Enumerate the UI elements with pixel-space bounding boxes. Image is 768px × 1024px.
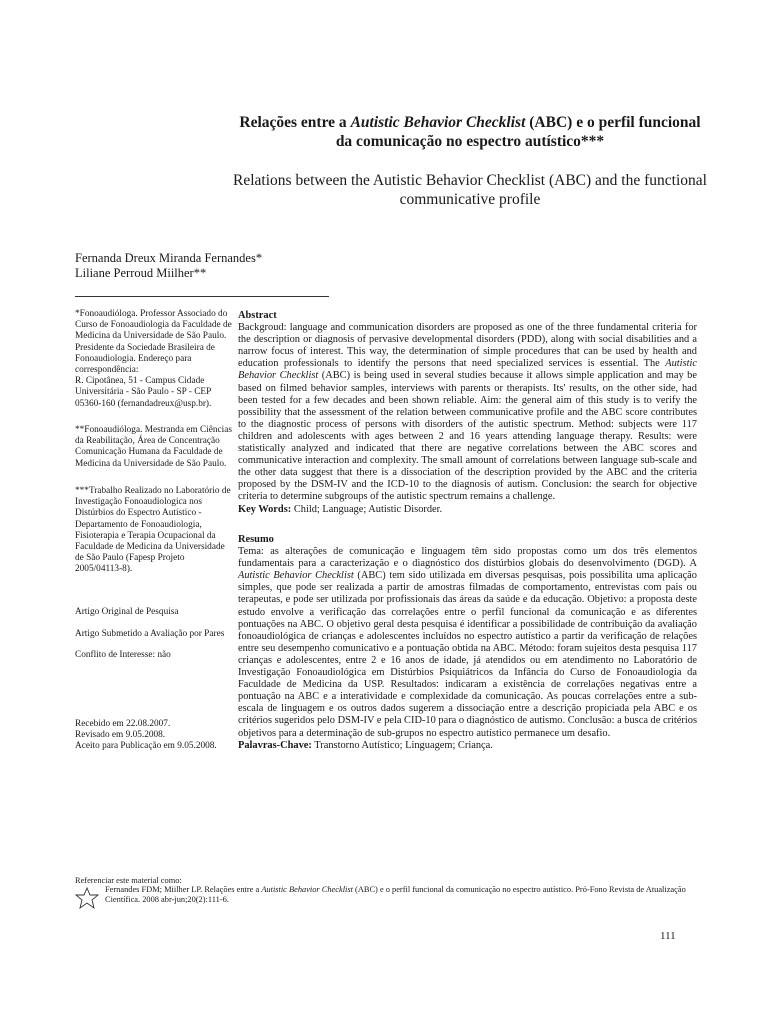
author-2: Liliane Perroud Miilher**: [75, 266, 207, 280]
resumo-keywords: Palavras-Chave: Transtorno Autístico; Linguagem; Criança.: [238, 739, 493, 751]
reference-label: Referenciar este material como:: [75, 876, 182, 885]
reference-text: Fernandes FDM; Miilher LP. Relações entre a Autistic Behavior Checklist (ABC) e o perfil funcional da comunicação no espectro autístico. Pró-Fono Revista de Atualização Científica. 2008 abr-jun;20(2):111-6.: [105, 885, 686, 905]
affiliation-second: **Fonoaudióloga. Mestranda em Ciências da Reabilitação, Área de Concentração Comunicação Humana da Faculdade de Medicina da Universidade de São Paulo.: [75, 425, 232, 469]
authors: [75, 251, 262, 281]
resumo-heading: Resumo: [238, 534, 274, 545]
title-english: Relations between the Autistic Behavior Checklist (ABC) and the functional communicative profile: [233, 172, 707, 208]
resumo-text: Tema: as alterações de comunicação e linguagem têm sido propostas como um dos três elementos fundamentais para a caracterização e o diagnóstico dos distúrbios globais do desenvolvimento (DGD). A Autistic Behavior Checklist (ABC) tem sido utilizada em diversas pesquisas, pois possibilita uma aplicação simples, que pode ser realizada a partir de amostras filmadas de comportamento, entrevistas com pais ou terapeutas, e pode ser utilizada por profissionais das áreas da saúde e da educação. Objetivo: a proposta deste estudo envolve a verificação das correlações entre o perfil funcional da comunicação e as diferentes pontuações na ABC. O objetivo geral desta pesquisa é identificar a possibilidade de contribuição da avaliação fonoaudiológica de crianças e adolescentes incluídos no espectro autístico a partir da verificação de relações entre seu desempenho comunicativo e a pontuação obtida na ABC. Método: foram sujeitos desta pesquisa 117 crianças e adolescentes, entre 2 e 16 anos de idade, já atendidos ou em atendimento no Laboratório de Investigação Fonoaudiológica em Distúrbios Psiquiátricos da Infância do Curso de Fonoaudiologia da Faculdade de Medicina da USP. Resultados: indicaram a existência de correlações negativas entre a pontuação na ABC e a interatividade e complexidade da comunicação. As poucas correlações entre a sub-escala de linguagem e os outros dados sugerem a dissociação entre a descrição propiciada pela ABC e os critérios sugeridos pelo DSM-IV e pela CID-10 para o diagnóstico de autismo. Conclusão: a busca de critérios objetivos para a determinação de sub-grupos no espectro autístico permanece um desafio.: [238, 546, 697, 739]
divider: [75, 296, 329, 297]
revised-date: Revisado em 9.05.2008.: [75, 730, 166, 741]
affiliation-third: ***Trabalho Realizado no Laboratório de Investigação Fonoaudiologica nos Distúrbios do Espectro Autístico - Departamento de Fonoaudiologia, Fisioterapia e Terapia Ocupacional da Faculdade de Medicina da Universidade de São Paulo (Fapesp Projeto 2005/04113-8).: [75, 486, 231, 575]
abstract-heading: Abstract: [238, 310, 277, 321]
dates: [75, 719, 245, 753]
received-date: Recebido em 22.08.2007.: [75, 719, 171, 729]
article-type: Artigo Original de Pesquisa: [75, 607, 179, 617]
abstract-text: Backgroud: language and communication disorders are proposed as one of the three fundamental criteria for the description or diagnosis of pervasive developmental disorders (PDD), along with social disabilities and a narrow focus of interest. This way, the determination of simple procedures that can be used by health and education professionals to identify the persons that need specialized services is essential. The Autistic Behavior Checklist (ABC) is being used in several studies because it allows simple application and may be based on filmed behavior samples, interviews with parents or therapists. Its' results, on the other side, had been tested for a few decades and been shown reliable. Aim: the general aim of this study is to verify the possibility that the assessment of the relation between communicative profile and the ABC score contributes to the diagnostic process of persons with disorders of the autistic spectrum. Method: subjects were 117 children and adolescents with ages between 2 and 16 years attending language therapy. Results: were statistically analyzed and indicated that there are negative correlations between the ABC scores and communicative interaction and complexity. The small amount of correlations between language sub-scale and the other data suggest that there is a dissociation of the description provided by the ABC and the criteria proposed by the DSM-IV and the ICD-10 to the diagnosis of autism. Conclusion: the search for objective criteria to determine subgroups of the autistic spectrum remains a challenge.: [238, 322, 697, 503]
resumo-section: [238, 534, 697, 752]
affiliation-first: *Fonoaudióloga. Professor Associado do Curso de Fonoaudiologia da Faculdade de Medicina da Universidade de São Paulo. Presidente da Sociedade Brasileira de Fonoaudiologia. Endereço para correspondência: R. Cipotânea, 51 - Campus Cidade Universitária - São Paulo - SP - CEP 05360-160 (fernandadreux@usp.br).: [75, 309, 232, 409]
abstract-section: [238, 310, 697, 516]
page-number: 111: [660, 930, 676, 942]
star-icon: [74, 887, 100, 909]
author-1: Fernanda Dreux Miranda Fernandes*: [75, 251, 263, 265]
abstract-keywords: Key Words: Child; Language; Autistic Disorder.: [238, 503, 443, 515]
peer-review-note: Artigo Submetido a Avaliação por Pares: [75, 629, 225, 639]
accepted-date: Aceito para Publicação em 9.05.2008.: [75, 741, 217, 752]
title-portuguese: Relações entre a Autistic Behavior Checklist (ABC) e o perfil funcional da comunicação no espectro autístico***: [239, 114, 701, 150]
conflict-note: Conflito de Interesse: não: [75, 650, 171, 660]
